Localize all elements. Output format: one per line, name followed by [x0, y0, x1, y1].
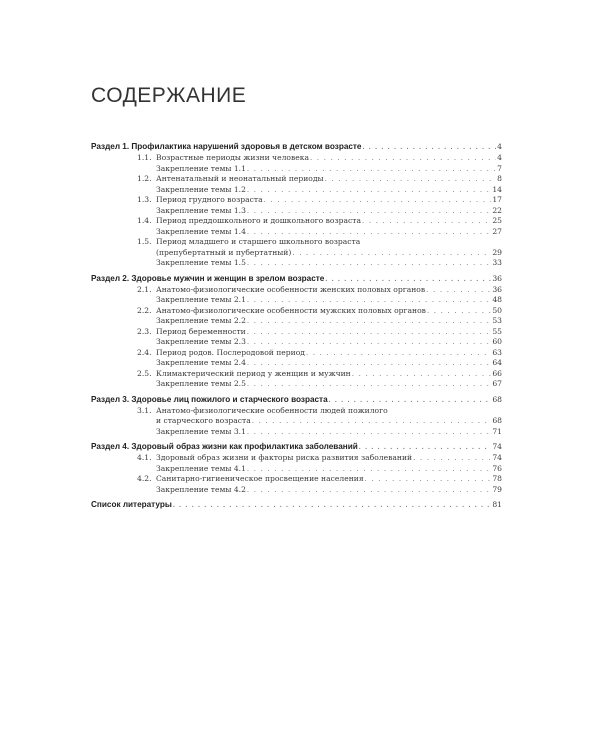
- dot-leader: [247, 185, 491, 196]
- item-title: Закрепление темы 2.3: [156, 337, 246, 346]
- toc-subitem[interactable]: [91, 316, 502, 327]
- page-number: 7: [497, 163, 502, 173]
- dot-leader: [426, 285, 491, 296]
- toc-subitem[interactable]: [91, 379, 502, 390]
- toc-item[interactable]: [91, 195, 502, 206]
- page-number: 22: [492, 205, 502, 215]
- toc-item[interactable]: [91, 406, 502, 417]
- page-number: 79: [492, 484, 502, 494]
- item-title: Анатомо-физиологические особенности женских половых органов: [156, 284, 426, 294]
- dot-leader: [247, 227, 491, 238]
- item-title-continuation: и старческого возраста: [156, 416, 251, 425]
- dot-leader: [247, 295, 491, 306]
- toc-section: [91, 273, 502, 390]
- page-number: 36: [492, 284, 502, 294]
- item-title: Закрепление темы 1.3: [156, 205, 246, 215]
- dot-leader: [247, 427, 491, 438]
- item-title: Возрастные периоды жизни человека: [156, 153, 310, 162]
- item-number: 2.4.: [137, 347, 152, 357]
- table-of-contents: [91, 141, 502, 511]
- item-title: Закрепление темы 2.2: [156, 316, 246, 325]
- item-title: Закрепление темы 1.4: [156, 226, 246, 236]
- item-title: Период беременности: [156, 326, 246, 336]
- page-number: 68: [492, 416, 502, 425]
- dot-leader: [247, 327, 492, 338]
- item-number: 2.1.: [137, 284, 152, 294]
- item-number: 1.4.: [137, 216, 152, 225]
- page-number: 33: [492, 258, 502, 267]
- item-number: 1.5.: [137, 237, 152, 246]
- item-title: Закрепление темы 2.4: [156, 358, 246, 367]
- toc-item[interactable]: [91, 474, 502, 485]
- item-number: 1.1.: [137, 153, 152, 162]
- section-title: Раздел 4. Здоровый образ жизни как профилактика заболеваний: [91, 442, 358, 451]
- toc-subitem[interactable]: [91, 295, 502, 306]
- toc-subitem[interactable]: [91, 485, 502, 496]
- item-title: Анатомо-физиологические особенности людей пожилого: [156, 405, 388, 415]
- toc-subitem[interactable]: [91, 427, 502, 438]
- page-number: 81: [492, 500, 502, 509]
- dot-leader: [247, 337, 491, 348]
- page-number: 66: [492, 368, 502, 378]
- item-title: Закрепление темы 2.5: [156, 379, 246, 388]
- toc-section: [91, 141, 502, 269]
- toc-item[interactable]: [91, 216, 502, 227]
- page-number: 71: [492, 426, 502, 436]
- toc-item[interactable]: [91, 327, 502, 338]
- toc-subitem[interactable]: [91, 206, 502, 217]
- item-number: 1.2.: [137, 174, 152, 183]
- dot-leader: [252, 416, 492, 427]
- page-number: 36: [492, 273, 502, 283]
- item-title: Санитарно-гигиеническое просвещение населения: [156, 474, 364, 483]
- toc-subitem[interactable]: [91, 185, 502, 196]
- item-title: Анатомо-физиологические особенности мужских половых органов: [156, 305, 426, 315]
- item-number: 1.3.: [137, 195, 152, 204]
- toc-subitem[interactable]: [91, 337, 502, 348]
- page-number: 53: [492, 316, 502, 325]
- item-number: 4.1.: [137, 453, 152, 462]
- item-number: 4.2.: [137, 474, 152, 483]
- toc-section-heading[interactable]: [91, 141, 502, 153]
- section-title: Раздел 1. Профилактика нарушений здоровья в детском возрасте: [91, 142, 362, 151]
- toc-item[interactable]: [91, 153, 502, 164]
- page-number: 48: [492, 295, 502, 304]
- dot-leader: [247, 358, 491, 369]
- dot-leader: [365, 474, 492, 485]
- item-title: Здоровый образ жизни и факторы риска развития заболеваний: [156, 453, 413, 462]
- toc-subitem[interactable]: [91, 258, 502, 269]
- page-number: 74: [492, 442, 502, 451]
- item-title: Закрепление темы 1.5: [156, 258, 246, 267]
- toc-item[interactable]: [91, 285, 502, 296]
- toc-subitem[interactable]: [91, 464, 502, 475]
- section-title: Список литературы: [91, 500, 172, 509]
- toc-section: [91, 499, 502, 511]
- dot-leader: [413, 453, 491, 464]
- toc-subitem[interactable]: [91, 164, 502, 175]
- dot-leader: [264, 195, 492, 206]
- toc-section-heading[interactable]: [91, 441, 502, 453]
- item-title: Закрепление темы 1.1: [156, 163, 246, 173]
- item-number: 2.2.: [137, 305, 152, 315]
- toc-item[interactable]: [91, 369, 502, 380]
- dot-leader: [247, 316, 491, 327]
- toc-section: [91, 441, 502, 495]
- item-title: Закрепление темы 2.1: [156, 295, 246, 304]
- toc-subitem[interactable]: [91, 227, 502, 238]
- toc-item[interactable]: [91, 453, 502, 464]
- item-number: 3.1.: [137, 405, 152, 415]
- page-number: 60: [492, 337, 502, 346]
- item-title: Закрепление темы 4.2: [156, 484, 246, 494]
- page-number: 8: [497, 174, 502, 183]
- dot-leader: [362, 216, 491, 227]
- dot-leader: [247, 464, 491, 475]
- dot-leader: [247, 485, 491, 496]
- toc-item[interactable]: [91, 237, 502, 248]
- item-title-continuation: (препубертатный и пубертатный): [156, 247, 292, 257]
- dot-leader: [325, 174, 497, 185]
- page-number: 78: [492, 474, 502, 483]
- toc-item[interactable]: [91, 306, 502, 317]
- item-title: Период грудного возраста: [156, 195, 263, 204]
- item-title: Период родов. Послеродовой период: [156, 347, 305, 357]
- dot-leader: [173, 500, 492, 512]
- page-title: СОДЕРЖАНИЕ: [91, 84, 247, 107]
- section-title: Раздел 3. Здоровье лиц пожилого и старческого возраста: [91, 394, 328, 404]
- dot-leader: [292, 248, 491, 259]
- section-title: Раздел 2. Здоровье мужчин и женщин в зрелом возрасте: [91, 273, 325, 283]
- page-number: 67: [492, 379, 502, 388]
- item-title: Период преддошкольного и дошкольного возраста: [156, 216, 361, 225]
- item-number: 2.5.: [137, 368, 152, 378]
- page-number: 68: [492, 394, 502, 404]
- dot-leader: [352, 369, 492, 380]
- toc-section: [91, 394, 502, 438]
- item-title: Климактерический период у женщин и мужчин: [156, 368, 351, 378]
- dot-leader: [427, 306, 491, 317]
- toc-section-heading[interactable]: [91, 499, 502, 511]
- item-title: Закрепление темы 1.2: [156, 184, 246, 194]
- page-number: 4: [497, 142, 502, 151]
- toc-subitem[interactable]: [91, 358, 502, 369]
- dot-leader: [247, 258, 491, 269]
- item-number: 2.3.: [137, 326, 152, 336]
- dot-leader: [247, 164, 496, 175]
- toc-item-continuation[interactable]: [91, 248, 502, 259]
- page-number: 17: [492, 195, 502, 204]
- dot-leader: [306, 348, 491, 359]
- page-number: 14: [492, 184, 502, 194]
- page-number: 27: [492, 226, 502, 236]
- page-number: 76: [492, 463, 502, 473]
- page-number: 74: [492, 453, 502, 462]
- page-number: 63: [492, 347, 502, 357]
- page-number: 64: [492, 358, 502, 367]
- item-title: Период младшего и старшего школьного возраста: [156, 237, 361, 246]
- dot-leader: [247, 379, 491, 390]
- dot-leader: [247, 206, 491, 217]
- toc-item[interactable]: [91, 174, 502, 185]
- toc-section-heading[interactable]: [91, 394, 502, 406]
- page-number: 29: [492, 247, 502, 257]
- toc-item-continuation[interactable]: [91, 416, 502, 427]
- item-title: Закрепление темы 3.1: [156, 426, 246, 436]
- toc-section-heading[interactable]: [91, 273, 502, 285]
- page-number: 50: [492, 305, 502, 315]
- item-title: Закрепление темы 4.1: [156, 463, 246, 473]
- item-title: Антенатальный и неонатальный периоды: [156, 174, 324, 183]
- page-number: 25: [492, 216, 502, 225]
- dot-leader: [310, 153, 496, 164]
- page-number: 4: [497, 153, 502, 162]
- page-number: 55: [492, 326, 502, 336]
- toc-item[interactable]: [91, 348, 502, 359]
